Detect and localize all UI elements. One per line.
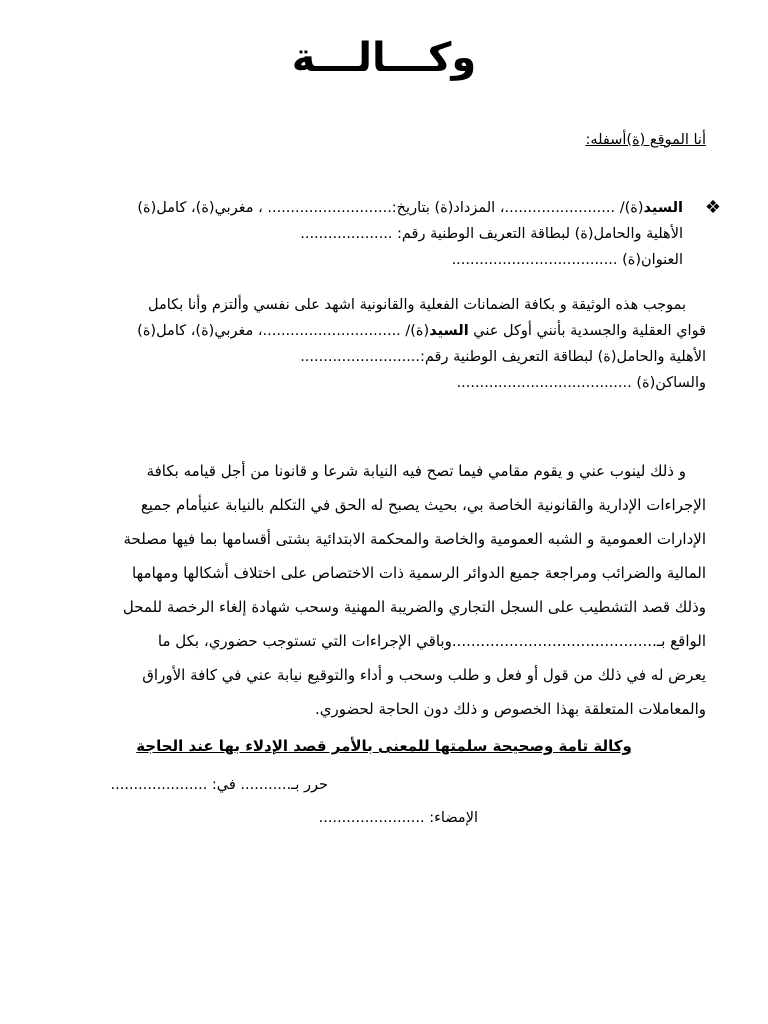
powers-line: الإجراءات الإدارية والقانونية الخاصة بي، بحيث يصبح له الحق في التكلم بالنيابة عنيأمام جميع xyxy=(140,496,706,514)
signature-line: الإمضاء: ....................... xyxy=(318,810,478,826)
final-statement: وكالة تامة وصحيحة سلمتها للمعنى بالأمر قصد الإدلاء بها عند الحاجة xyxy=(136,737,632,755)
appointment-line-2 xyxy=(76,318,706,344)
diamond-bullet-icon: ❖ xyxy=(704,197,721,218)
written-at-line: حرر بـ........... في: ..................... xyxy=(110,777,328,793)
agent-address-line: والساكن(ة) ...................................... xyxy=(456,375,706,391)
powers-line: الإدارات العمومية و الشبه العمومية والخاصة والمحكمة الابتدائية بشتى أقسامها بما فيها مصلحة xyxy=(123,530,706,548)
agent-name-text: (ة)/ ..............................، مغربي(ة)، كامل(ة) xyxy=(137,323,430,339)
principal-id-line: الأهلية والحامل(ة) لبطاقة التعريف الوطنية رقم: .................... xyxy=(300,226,683,242)
principal-name-text: (ة)/ ........................، المزداد(ة) بتاريخ:........................... ، مغربي(ة)، كامل(ة) xyxy=(137,200,644,216)
powers-line: و ذلك لينوب عني و يقوم مقامي فيما تصح فيه النيابة شرعا و قانونا من أجل قيامه بكافة xyxy=(146,462,686,480)
powers-line: المالية والضرائب ومراجعة جميع الدوائر الرسمية ذات الاختصاص على اختلاف أشكالها ومهامها xyxy=(132,564,706,582)
agent-id-line: الأهلية والحامل(ة) لبطاقة التعريف الوطنية رقم:.......................... xyxy=(300,349,706,365)
principal-name-line xyxy=(71,195,683,221)
powers-paragraph xyxy=(76,454,706,726)
powers-line: يعرض له في ذلك من قول أو فعل و طلب وسحب و أداء والتوقيع نيابة عني في كافة الأوراق xyxy=(142,666,706,684)
appointment-line-1: بموجب هذه الوثيقة و بكافة الضمانات الفعلية والقانونية اشهد على نفسي وألتزم وأنا بكامل xyxy=(148,297,686,313)
document-title: وكـــالـــة xyxy=(291,35,477,81)
principal-title-label: السيد xyxy=(643,200,683,216)
powers-line: الواقع بـ...........................................وباقي الإجراءات التي تستوجب حضوري، بكل ما xyxy=(157,632,706,650)
powers-line: وذلك قصد التشطيب على السجل التجاري والضريبة المهنية وسحب شهادة إلغاء الرخصة للمحل xyxy=(122,598,706,616)
powers-line: والمعاملات المتعلقة بهذا الخصوص و ذلك دون الحاجة لحضوري. xyxy=(314,700,706,718)
principal-address-line: العنوان(ة) .................................... xyxy=(451,252,683,268)
principal-details-lines xyxy=(71,195,683,273)
appointment-line-2-text: قواي العقلية والجسدية بأنني أوكل عني xyxy=(468,323,706,339)
agent-title-label: السيد xyxy=(429,323,469,339)
intro-line: أنا الموقع (ة)أسفله: xyxy=(585,132,706,148)
agent-appointment-paragraph xyxy=(76,292,706,396)
